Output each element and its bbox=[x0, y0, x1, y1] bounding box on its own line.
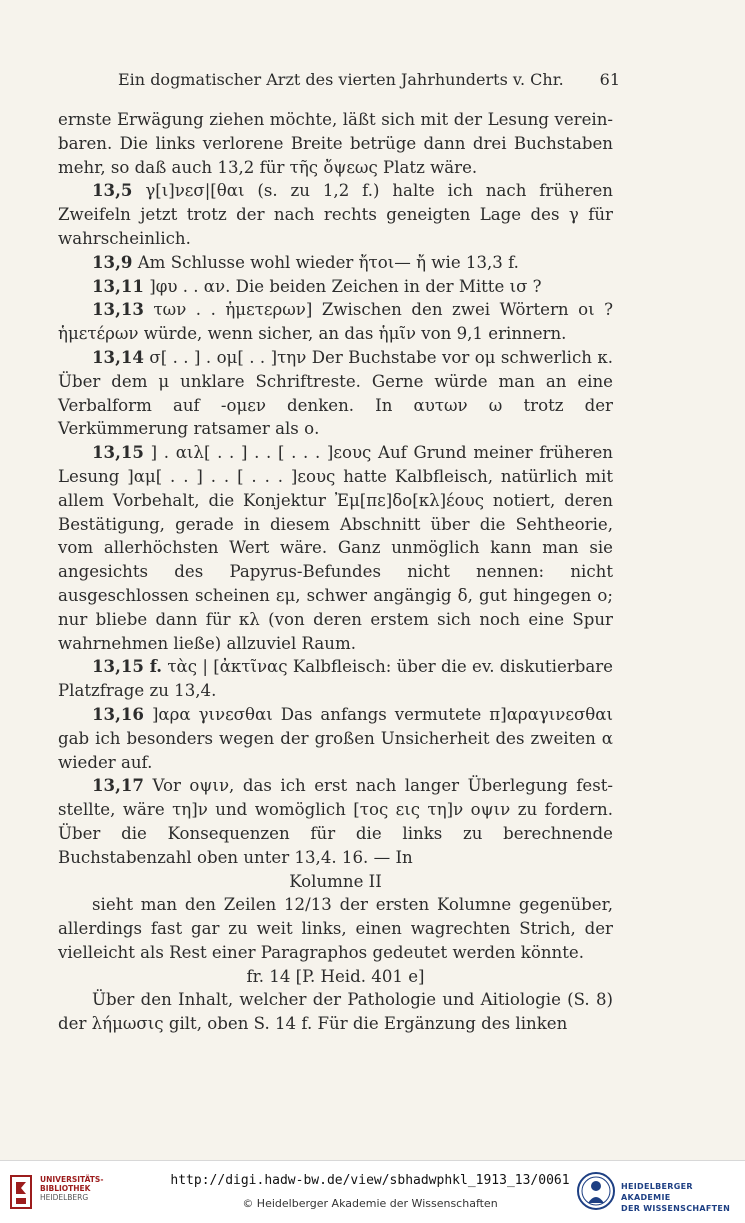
paragraph bbox=[58, 275, 613, 299]
paragraph: sieht man den Zeilen 12/13 der ersten Kolumne gegenüber, allerdings fast gar zu weit links, einen wagrechten Strich, der vielleicht als Rest einer Paragraphos gedeutet werden könnte. bbox=[58, 895, 613, 962]
paragraph bbox=[58, 251, 613, 275]
academy-name-line: HEIDELBERGER AKADEMIE bbox=[621, 1182, 693, 1202]
section-heading-column: Kolumne II bbox=[289, 871, 382, 891]
paragraph-text: τὰς | [ἀκτῖνας Kalbfleisch: über die ev. diskutierbare Platzfrage zu 13,4. bbox=[58, 657, 613, 701]
paragraph bbox=[58, 774, 613, 869]
line-reference: 13,15 bbox=[92, 442, 144, 463]
line-reference: 13,13 bbox=[92, 299, 144, 320]
section-heading-fragment: fr. 14 [P. Heid. 401 e] bbox=[246, 966, 425, 986]
academy-name bbox=[621, 1181, 745, 1214]
paragraph: ernste Erwägung ziehen möchte, läßt sich mit der Lesung vereinbaren. Die links verlorene Breite betrüge dann drei Buchstaben mehr, so daß auch 13,2 für τῆς ὄψεως Platz wäre. bbox=[58, 110, 613, 177]
library-name-line: BIBLIOTHEK bbox=[40, 1184, 91, 1193]
paragraph bbox=[58, 346, 613, 441]
paragraph-text: σ[ . . ] . ομ[ . . ]την Der Buchstabe vor ομ schwerlich κ. Über dem μ unklare Schriftreste. Gerne würde man an eine Verbalform auf -ομεν denken. In αυτων ω trotz der Verkümmerung ratsamer als ο. bbox=[58, 347, 613, 439]
running-title: Ein dogmatischer Arzt des vierten Jahrhunderts v. Chr. bbox=[118, 70, 564, 89]
paragraph-text: ] . αιλ[ . . ] . . [ . . . ]εους Auf Grund meiner früheren Lesung ]αμ[ . . ] . . [ . . . ]εους hatte Kalbfleisch, natürlich mit allem Vorbehalt, die Konjektur Ἐμ[πε]δο[κλ]έους notiert, deren Bestätigung, gerade in diesem Abschnitt über die Sehtheorie, vom allerhöchsten Wert wäre. Ganz unmöglich kann man sie angesichts des Papyrus-Befundes nicht nennen: nicht ausgeschlossen scheinen εμ, schwer angängig δ, gut hingegen ο; nur bliebe dann für κλ (von deren erstem sich noch eine Spur wahrnehmen ließe) allzuviel Raum. bbox=[58, 443, 613, 653]
line-reference: 13,11 bbox=[92, 275, 144, 296]
copyright-notice: © Heidelberger Akademie der Wissenschaften bbox=[242, 1197, 498, 1210]
paragraph: Über den Inhalt, welcher der Pathologie und Aitiologie (S. 8) der λήμωσις gilt, oben S. 14 f. Für die Ergänzung des linken bbox=[58, 990, 613, 1034]
page-number: 61 bbox=[599, 70, 620, 89]
paragraph-text: ]αρα γινεσθαι Das anfangs vermutete π]αραγινεσθαι gab ich besonders wegen der großen Unsicherheit des zweiten α wieder auf. bbox=[58, 704, 613, 772]
library-name-line: UNIVERSITÄTS- bbox=[40, 1175, 104, 1184]
academy-name-line: DER WISSENSCHAFTEN bbox=[621, 1204, 731, 1213]
paragraph bbox=[58, 298, 613, 346]
line-reference: 13,14 bbox=[92, 346, 144, 367]
university-library-logo-icon bbox=[8, 1173, 34, 1211]
academy-seal-icon bbox=[576, 1169, 616, 1213]
line-reference: 13,9 bbox=[92, 251, 133, 272]
paragraph-text: ]φυ . . αν. Die beiden Zeichen in der Mitte ισ ? bbox=[149, 276, 542, 296]
source-url-link[interactable]: http://digi.hadw-bw.de/view/sbhadwphkl_1913_13/0061 bbox=[170, 1173, 570, 1188]
paragraph-text: Am Schlusse wohl wieder ἤτοι— ἤ wie 13,3 f. bbox=[137, 252, 519, 272]
running-header bbox=[60, 70, 620, 92]
library-name bbox=[40, 1175, 103, 1202]
line-reference: 13,15 f. bbox=[92, 656, 163, 677]
paragraph bbox=[58, 703, 613, 774]
paragraph-text: των . . ἡμετερων] Zwischen den zwei Wörtern οι ? ἡμετέρων würde, wenn sicher, an das ἡμῖν von 9,1 erinnern. bbox=[58, 300, 613, 344]
paragraph-text: γ[ι]νεσ|[θαι (s. zu 1,2 f.) halte ich nach früheren Zweifeln jetzt trotz der nach rechts geneigten Lage des γ für wahrscheinlich. bbox=[58, 181, 613, 248]
footer-bar bbox=[0, 1160, 745, 1223]
library-name-line: HEIDELBERG bbox=[40, 1193, 89, 1202]
paragraph bbox=[58, 179, 613, 250]
line-reference: 13,17 bbox=[92, 775, 144, 796]
paragraph bbox=[58, 655, 613, 703]
paragraph bbox=[58, 441, 613, 655]
line-reference: 13,5 bbox=[92, 180, 133, 201]
body-text bbox=[58, 108, 613, 1036]
paragraph-text: Vor οψιν, das ich erst nach langer Überlegung feststellte, wäre τη]ν und womöglich [τος εις τη]ν οψιν zu fordern. Über die Konsequenzen für die links zu berechnende Buchstabenzahl oben unter 13,4. 16. — In bbox=[58, 776, 614, 867]
line-reference: 13,16 bbox=[92, 703, 144, 724]
